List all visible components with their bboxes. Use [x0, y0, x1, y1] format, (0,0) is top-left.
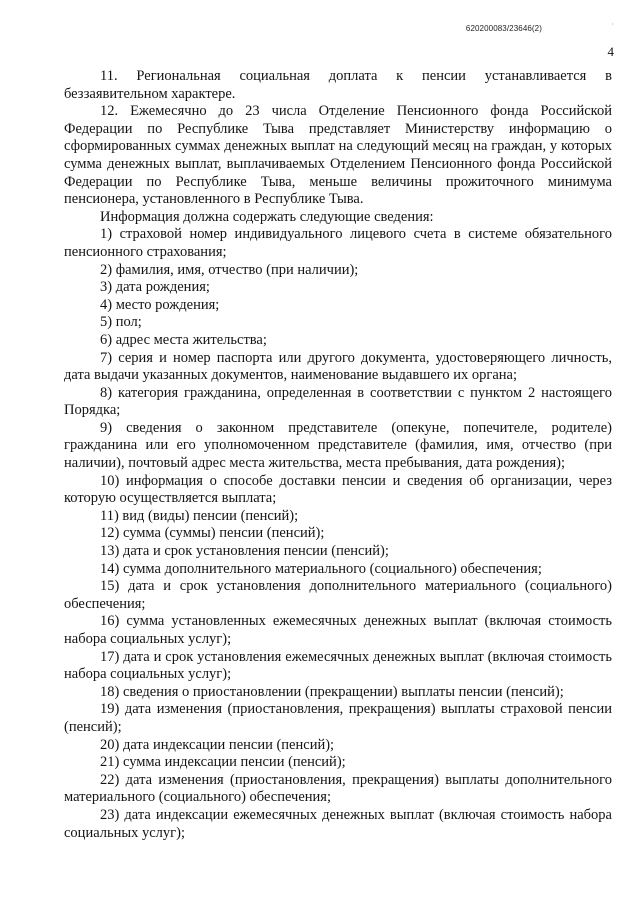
- paragraph: 5) пол;: [100, 314, 142, 331]
- document-code: 620200083/23646(2): [465, 24, 542, 33]
- paragraph: 9) сведения о законном представителе (опекуне, попечителе, родителе) гражданина или его уполномоченном представителе (фамилия, имя, отчество (при наличии), почтовый адрес места жительства, места пребывания, дата рождения);: [64, 419, 612, 472]
- document-body: [64, 68, 612, 842]
- paragraph: 15) дата и срок установления дополнительного материального (социального) обеспечения;: [64, 578, 612, 612]
- paragraph: 11. Региональная социальная доплата к пенсии устанавливается в беззаявительном характере.: [64, 68, 612, 102]
- paragraph: 12. Ежемесячно до 23 числа Отделение Пенсионного фонда Российской Федерации по Республике Тыва представляет Министерству информацию о сформированных суммах денежных выплат на следующий месяц на граждан, у которых сумма денежных выплат, выплачиваемых Отделением Пенсионного фонда Российской Федерации по Республике Тыва, меньше величины прожиточного минимума пенсионера, установленного в Республике Тыва.: [64, 103, 612, 208]
- paragraph: 7) серия и номер паспорта или другого документа, удостоверяющего личность, дата выдачи указанных документов, наименование выдавшего их органа;: [64, 349, 612, 384]
- paragraph: 6) адрес места жительства;: [100, 331, 267, 348]
- paragraph: 17) дата и срок установления ежемесячных денежных выплат (включая стоимость набора социальных услуг);: [64, 648, 612, 683]
- paragraph: 3) дата рождения;: [100, 279, 210, 296]
- paragraph: 23) дата индексации ежемесячных денежных выплат (включая стоимость набора социальных услуг);: [64, 806, 612, 841]
- page-number: 4: [607, 44, 614, 59]
- paragraph: 16) сумма установленных ежемесячных денежных выплат (включая стоимость набора социальных услуг);: [64, 613, 612, 647]
- paragraph: 20) дата индексации пенсии (пенсий);: [100, 736, 335, 753]
- paragraph: 22) дата изменения (приостановления, прекращения) выплаты дополнительного материального (социального) обеспечения;: [64, 771, 612, 806]
- paragraph: 14) сумма дополнительного материального (социального) обеспечения;: [100, 560, 542, 577]
- paragraph: 8) категория гражданина, определенная в соответствии с пунктом 2 настоящего Порядка;: [64, 384, 612, 419]
- paragraph: 21) сумма индексации пенсии (пенсий);: [100, 754, 346, 771]
- paragraph: 13) дата и срок установления пенсии (пенсий);: [100, 543, 389, 560]
- paragraph: 2) фамилия, имя, отчество (при наличии);: [100, 261, 359, 278]
- scan-mark: ·: [611, 20, 614, 29]
- paragraph: 4) место рождения;: [100, 296, 220, 313]
- paragraph: 10) информация о способе доставки пенсии и сведения об организации, через которую осуществляется выплата;: [64, 472, 612, 507]
- paragraph: 12) сумма (суммы) пенсии (пенсий);: [100, 525, 325, 542]
- paragraph: 11) вид (виды) пенсии (пенсий);: [100, 507, 299, 524]
- paragraph: 19) дата изменения (приостановления, прекращения) выплаты страховой пенсии (пенсий);: [64, 701, 612, 735]
- paragraph: 18) сведения о приостановлении (прекращении) выплаты пенсии (пенсий);: [100, 683, 564, 700]
- paragraph: 1) страховой номер индивидуального лицевого счета в системе обязательного пенсионного страхования;: [64, 226, 612, 260]
- paragraph: Информация должна содержать следующие сведения:: [100, 208, 434, 225]
